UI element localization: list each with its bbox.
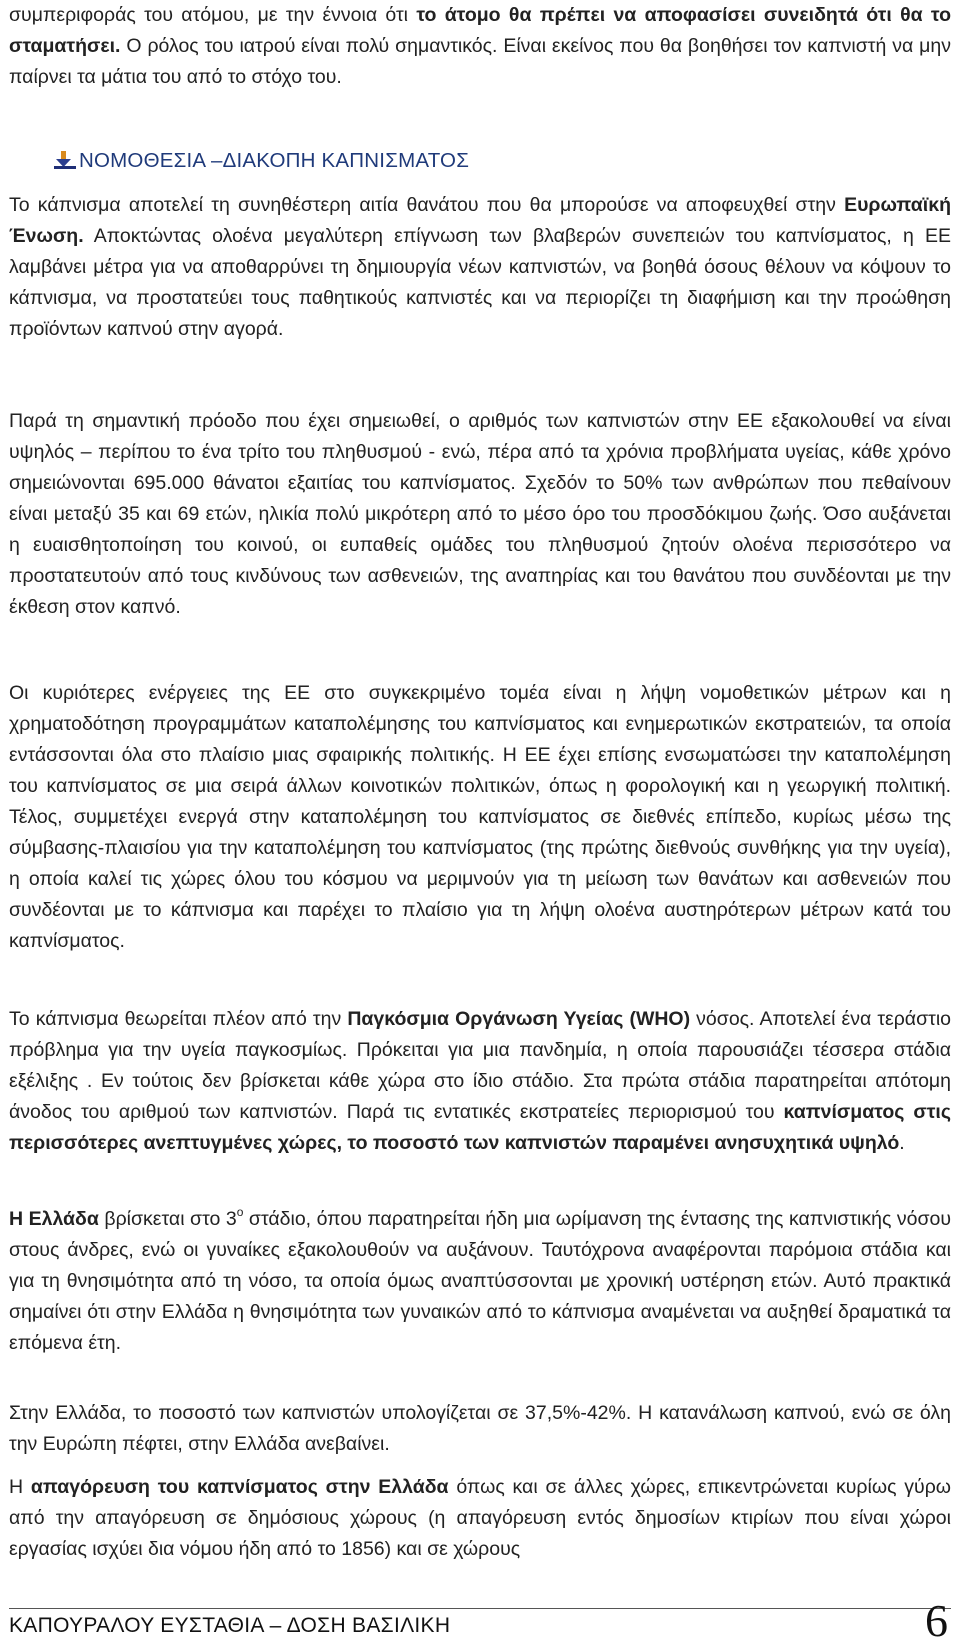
bold-phrase: Ευρωπαϊκή Ένωση. — [9, 194, 951, 247]
paragraph-text: νόσος. Αποτελεί ένα τεράστιο πρόβλημα για την υγεία παγκοσμίως. Πρόκειται για μια πανδημία, η οποία παρουσιάζει τέσσερα στάδια εξέλιξης . Εν τούτοις δεν βρίσκεται κάθε χώρα στο ίδιο στάδιο. Στα πρώτα στάδια παρατηρείται απότομη άνοδος του αριθμού των καπνιστών. Παρά τις εντατικές εκστρατείες περιορισμού του — [9, 1008, 951, 1123]
paragraph-text: Ο ρόλος του ιατρού είναι πολύ σημαντικός. Είναι εκείνος που θα βοηθήσει τον καπνιστή να μην παίρνει τα μάτια του από το στόχο του. — [9, 35, 951, 88]
page-number: 6 — [925, 1595, 948, 1646]
paragraph-text: στάδιο, όπου παρατηρείται ήδη μια ωρίμανση της έντασης της καπνιστικής νόσου στους άνδρες, ενώ οι γυναίκες εξακολουθούν να αυξάνουν. Ταυτόχρονα αναφέρονται παρόμοια στάδια και για τη θνησιμότητα από τη νόσο, τα οποία όμως αναπτύσσονται με χρονική υστέρηση ετών. Αυτό πρακτικά σημαίνει ότι στην Ελλάδα η θνησιμότητα των γυναικών από το κάπνισμα αναμένεται να αυξηθεί δραματικά τα επόμενα έτη. — [9, 1208, 951, 1354]
paragraph-greece-rate: Στην Ελλάδα, το ποσοστό των καπνιστών υπολογίζεται σε 37,5%-42%. Η κατανάλωση καπνού, ενώ σε όλη την Ευρώπη πέφτει, στην Ελλάδα ανεβαίνει. — [9, 1402, 951, 1455]
bold-phrase: Η Ελλάδα — [9, 1208, 99, 1230]
paragraph-who — [9, 1004, 951, 1159]
paragraph-text: βρίσκεται στο 3 — [98, 1208, 237, 1230]
paragraph-greece-stage — [9, 1204, 951, 1359]
paragraph-intro-end — [9, 0, 951, 93]
bold-phrase: Παγκόσμια Οργάνωση Υγείας (WHO) — [347, 1008, 691, 1030]
paragraph-text: συμπεριφοράς του ατόμου, με την έννοια ότι — [9, 4, 417, 26]
paragraph-eu-smoking — [9, 190, 951, 345]
paragraph-greece-ban — [9, 1472, 951, 1565]
footer-divider — [9, 1608, 951, 1609]
paragraph-text: Αποκτώντας ολοένα μεγαλύτερη επίγνωση των βλαβερών συνεπειών του καπνίσματος, η ΕΕ λαμβάνει μέτρα για να αποθαρρύνει τη δημιουργία νέων καπνιστών, να βοηθά όσους θέλουν να κόψουν το κάπνισμα, να προστατεύει τους παθητικούς καπνιστές και να περιορίζει τη διαφήμιση και την προώθηση προϊόντων καπνού στην αγορά. — [9, 225, 951, 340]
paragraph-text: Η — [9, 1476, 31, 1498]
section-heading: ΝΟΜΟΘΕΣΙΑ –ΔΙΑΚΟΠΗ ΚΑΠΝΙΣΜΑΤΟΣ — [79, 149, 470, 172]
bullet-arrow-icon — [52, 151, 78, 169]
superscript: ο — [236, 1205, 244, 1219]
bold-phrase: καπνίσματος στις περισσότερες ανεπτυγμένες χώρες, το ποσοστό των καπνιστών παραμένει ανησυχητικά υψηλό — [9, 1101, 951, 1154]
paragraph-text: Το κάπνισμα θεωρείται πλέον από την — [9, 1008, 348, 1030]
paragraph-text: . — [899, 1132, 905, 1154]
paragraph-text: Το κάπνισμα αποτελεί τη συνηθέστερη αιτία θανάτου που θα μπορούσε να αποφευχθεί στην — [9, 194, 845, 216]
footer-authors: ΚΑΠΟΥΡΑΛΟΥ ΕΥΣΤΑΘΙΑ – ΔΟΣΗ ΒΑΣΙΛΙΚΗ — [9, 1614, 451, 1637]
bold-phrase: απαγόρευση του καπνίσματος στην Ελλάδα — [30, 1476, 449, 1498]
paragraph-eu-actions: Οι κυριότερες ενέργειες της ΕΕ στο συγκεκριμένο τομέα είναι η λήψη νομοθετικών μέτρων και η χρηματοδότηση προγραμμάτων καταπολέμησης του καπνίσματος και ενημερωτικών εκστρατειών, τα οποία εντάσσονται όλα στο πλαίσιο μιας σφαιρικής πολιτικής. Η ΕΕ έχει επίσης ενσωματώσει την καταπολέμηση του καπνίσματος σε μια σειρά άλλων κοινοτικών πολιτικών, όπως η φορολογική και η γεωργική πολιτική. Τέλος, συμμετέχει ενεργά στην καταπολέμηση του καπνίσματος σε διεθνές επίπεδο, κυρίως μέσω της σύμβασης-πλαισίου για την καταπολέμηση του καπνίσματος (της πρώτης διεθνούς συνθήκης για την υγεία), η οποία καλεί τις χώρες όλου του κόσμου να μεριμνούν για τη μείωση των θανάτων και ασθενειών που συνδέονται με το κάπνισμα και παρέχει το πλαίσιο για τη λήψη ολοένα αυστηρότερων μέτρων κατά του καπνίσματος. — [9, 682, 951, 952]
bold-phrase: το άτομο θα πρέπει να αποφασίσει συνειδητά ότι θα το σταματήσει. — [9, 4, 951, 57]
paragraph-progress: Παρά τη σημαντική πρόοδο που έχει σημειωθεί, ο αριθμός των καπνιστών στην ΕΕ εξακολουθεί να είναι υψηλός – περίπου το ένα τρίτο του πληθυσμού - ενώ, πέρα από τα χρόνια προβλήματα υγείας, κάθε χρόνο σημειώνονται 695.000 θάνατοι εξαιτίας του καπνίσματος. Σχεδόν το 50% των ανθρώπων που πεθαίνουν είναι μεταξύ 35 και 69 ετών, ηλικία πολύ μικρότερη από το μέσο όρο του προσδόκιμου ζωής. Όσο αυξάνεται η ευαισθητοποίηση του κοινού, οι ευπαθείς ομάδες του πληθυσμού ζητούν ολοένα περισσότερο να προστατευτούν από τους κινδύνους των ασθενειών, της αναπηρίας και του θανάτου που συνδέονται με την έκθεση στον καπνό. — [9, 410, 951, 618]
paragraph-text: όπως και σε άλλες χώρες, επικεντρώνεται κυρίως γύρω από την απαγόρευση σε δημόσιους χώρους (η απαγόρευση εντός δημοσίων κτιρίων που είναι χώροι εργασίας ισχύει δια νόμου ήδη από το 1856) και σε χώρους — [9, 1476, 952, 1560]
